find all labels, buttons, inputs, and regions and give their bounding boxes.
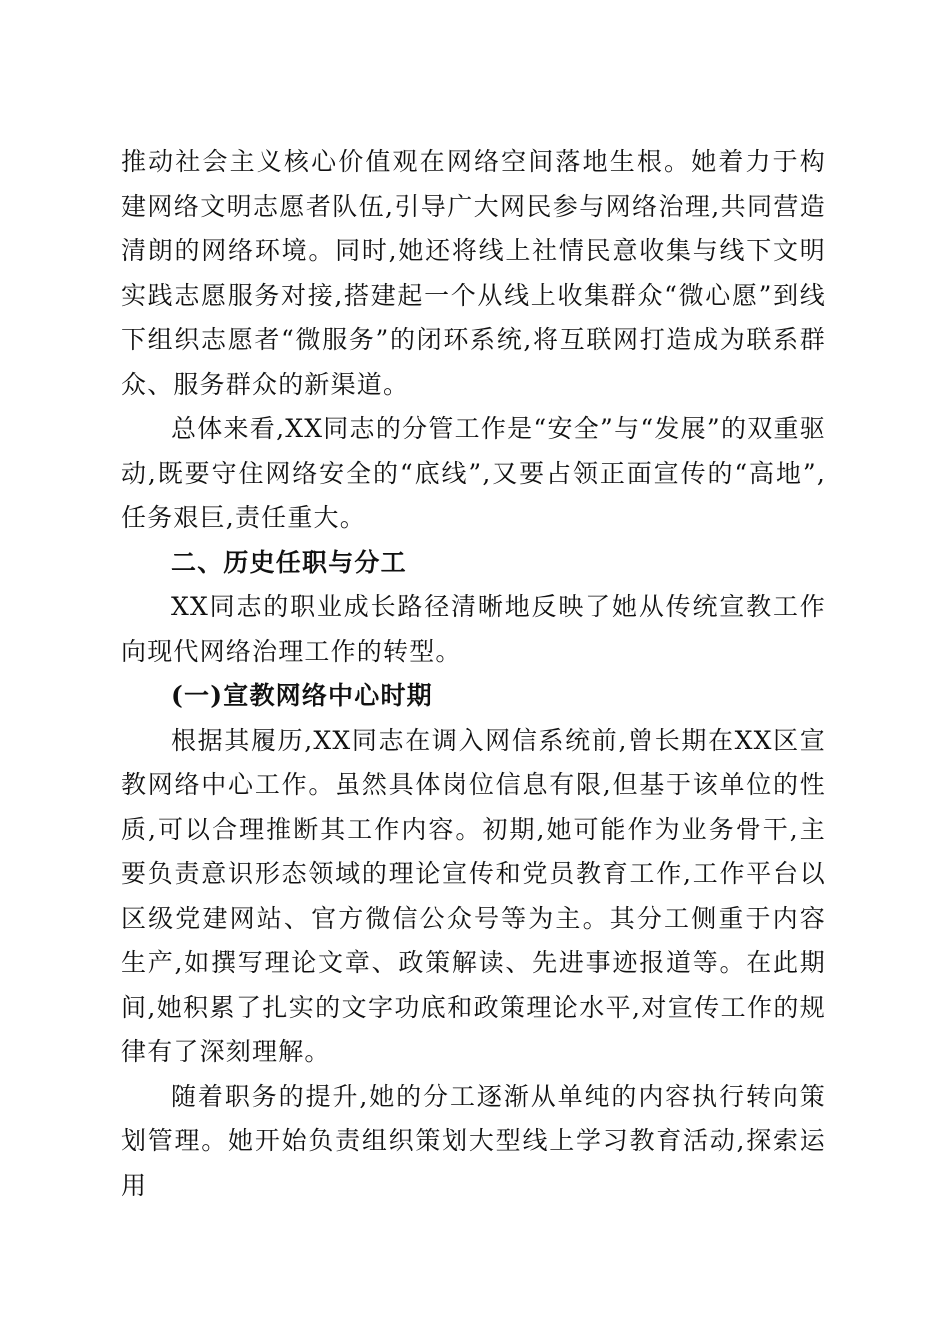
subsection-heading: (一)宣教网络中心时期 xyxy=(171,681,433,710)
body-paragraph: XX同志的职业成长路径清晰地反映了她从传统宣教工作向现代网络治理工作的转型。 xyxy=(121,592,826,666)
body-paragraph: 总体来看,XX同志的分管工作是“安全”与“发展”的双重驱动,既要守住网络安全的“底线”,又要占领正面宣传的“高地”,任务艰巨,责任重大。 xyxy=(121,414,826,532)
document-page xyxy=(121,140,826,1208)
section-heading: 二、历史任职与分工 xyxy=(171,547,407,577)
body-paragraph: 根据其履历,XX同志在调入网信系统前,曾长期在XX区宣教网络中心工作。虽然具体岗位信息有限,但基于该单位的性质,可以合理推断其工作内容。初期,她可能作为业务骨干,主要负责意识形态领域的理论宣传和党员教育工作,工作平台以区级党建网站、官方微信公众号等为主。其分工侧重于内容生产,如撰写理论文章、政策解读、先进事迹报道等。在此期间,她积累了扎实的文字功底和政策理论水平,对宣传工作的规律有了深刻理解。 xyxy=(121,725,826,1066)
body-paragraph: 推动社会主义核心价值观在网络空间落地生根。她着力于构建网络文明志愿者队伍,引导广大网民参与网络治理,共同营造清朗的网络环境。同时,她还将线上社情民意收集与线下文明实践志愿服务对接,搭建起一个从线上收集群众“微心愿”到线下组织志愿者“微服务”的闭环系统,将互联网打造成为联系群众、服务群众的新渠道。 xyxy=(121,147,826,399)
body-paragraph: 随着职务的提升,她的分工逐渐从单纯的内容执行转向策划管理。她开始负责组织策划大型线上学习教育活动,探索运用 xyxy=(121,1081,826,1200)
